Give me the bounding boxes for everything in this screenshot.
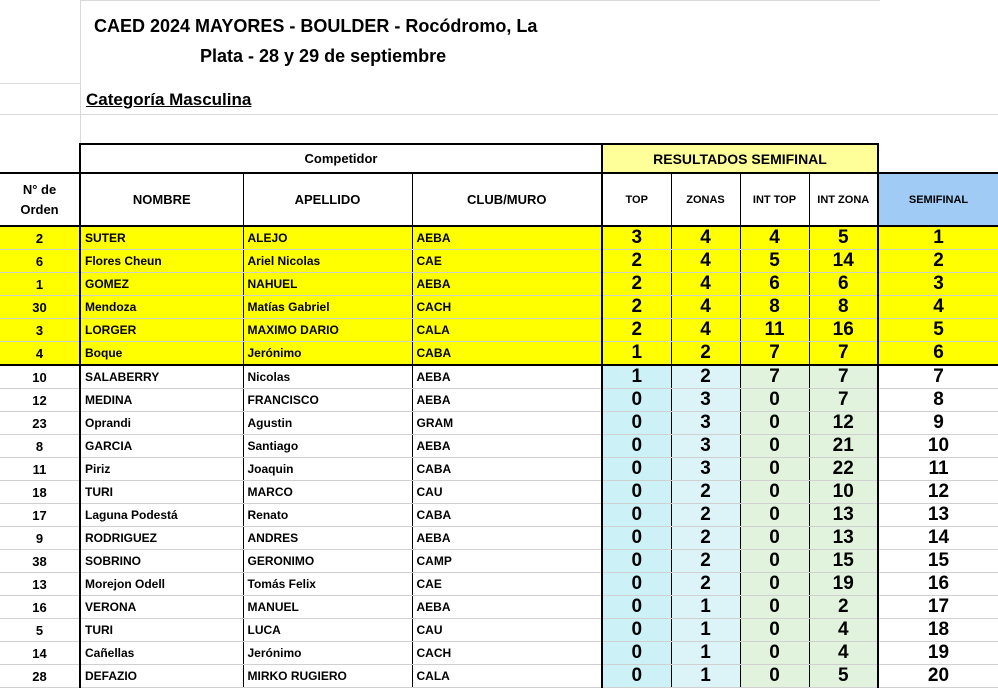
int-zona-cell: 13 xyxy=(809,527,878,550)
club-cell: CAE xyxy=(412,573,602,596)
orden-cell: 11 xyxy=(0,458,80,481)
club-cell: CAMP xyxy=(412,550,602,573)
top-cell: 0 xyxy=(602,619,671,642)
table-row xyxy=(0,619,998,642)
zonas-header: ZONAS xyxy=(671,173,740,226)
int-zona-cell: 16 xyxy=(809,319,878,342)
top-cell: 0 xyxy=(602,389,671,412)
club-cell: AEBA xyxy=(412,596,602,619)
int-top-cell: 7 xyxy=(740,342,809,366)
apellido-cell: Jerónimo xyxy=(243,342,412,366)
semifinal-cell: 8 xyxy=(878,389,998,412)
int-zona-cell: 10 xyxy=(809,481,878,504)
semifinal-cell: 10 xyxy=(878,435,998,458)
zonas-cell: 1 xyxy=(671,596,740,619)
table-row xyxy=(0,389,998,412)
club-cell: AEBA xyxy=(412,365,602,389)
orden-cell: 16 xyxy=(0,596,80,619)
top-cell: 2 xyxy=(602,273,671,296)
nombre-cell: Morejon Odell xyxy=(80,573,243,596)
apellido-header: APELLIDO xyxy=(243,173,412,226)
top-cell: 2 xyxy=(602,296,671,319)
int-zona-cell: 4 xyxy=(809,642,878,665)
semifinal-cell: 15 xyxy=(878,550,998,573)
zonas-cell: 4 xyxy=(671,273,740,296)
club-cell: AEBA xyxy=(412,389,602,412)
nombre-cell: Flores Cheun xyxy=(80,250,243,273)
orden-cell: 2 xyxy=(0,226,80,250)
semifinal-cell: 3 xyxy=(878,273,998,296)
top-header: TOP xyxy=(602,173,671,226)
zonas-cell: 2 xyxy=(671,504,740,527)
orden-cell: 23 xyxy=(0,412,80,435)
int-top-header: INT TOP xyxy=(740,173,809,226)
int-zona-cell: 12 xyxy=(809,412,878,435)
orden-cell: 12 xyxy=(0,389,80,412)
table-row xyxy=(0,273,998,296)
int-zona-cell: 2 xyxy=(809,596,878,619)
apellido-cell: Jerónimo xyxy=(243,642,412,665)
nombre-cell: SOBRINO xyxy=(80,550,243,573)
semifinal-cell: 19 xyxy=(878,642,998,665)
top-cell: 0 xyxy=(602,412,671,435)
results-table xyxy=(0,143,998,688)
top-cell: 0 xyxy=(602,481,671,504)
sheet-gridline xyxy=(0,114,998,115)
nombre-cell: LORGER xyxy=(80,319,243,342)
semifinal-cell: 17 xyxy=(878,596,998,619)
int-top-cell: 0 xyxy=(740,435,809,458)
int-top-cell: 8 xyxy=(740,296,809,319)
apellido-cell: MIRKO RUGIERO xyxy=(243,665,412,688)
top-cell: 0 xyxy=(602,573,671,596)
orden-cell: 14 xyxy=(0,642,80,665)
apellido-cell: Joaquin xyxy=(243,458,412,481)
int-top-cell: 0 xyxy=(740,527,809,550)
orden-cell: 18 xyxy=(0,481,80,504)
zonas-cell: 1 xyxy=(671,665,740,688)
apellido-cell: ANDRES xyxy=(243,527,412,550)
int-zona-cell: 7 xyxy=(809,342,878,366)
orden-cell: 30 xyxy=(0,296,80,319)
club-cell: GRAM xyxy=(412,412,602,435)
zonas-cell: 3 xyxy=(671,435,740,458)
zonas-cell: 4 xyxy=(671,250,740,273)
club-cell: AEBA xyxy=(412,527,602,550)
orden-cell: 10 xyxy=(0,365,80,389)
apellido-cell: NAHUEL xyxy=(243,273,412,296)
orden-cell: 13 xyxy=(0,573,80,596)
top-cell: 1 xyxy=(602,342,671,366)
apellido-cell: Matías Gabriel xyxy=(243,296,412,319)
apellido-cell: Agustin xyxy=(243,412,412,435)
zonas-cell: 2 xyxy=(671,527,740,550)
header-spacer xyxy=(878,144,998,173)
semifinal-cell: 16 xyxy=(878,573,998,596)
nombre-cell: DEFAZIO xyxy=(80,665,243,688)
orden-header xyxy=(0,173,80,226)
nombre-cell: SALABERRY xyxy=(80,365,243,389)
club-cell: CABA xyxy=(412,504,602,527)
orden-header-line1: N° de xyxy=(22,181,57,197)
club-cell: CACH xyxy=(412,642,602,665)
apellido-cell: LUCA xyxy=(243,619,412,642)
semifinal-cell: 18 xyxy=(878,619,998,642)
orden-cell: 38 xyxy=(0,550,80,573)
orden-cell: 5 xyxy=(0,619,80,642)
table-row xyxy=(0,319,998,342)
orden-cell: 1 xyxy=(0,273,80,296)
document-title-line1: CAED 2024 MAYORES - BOULDER - Rocódromo, La xyxy=(94,16,538,36)
orden-cell: 3 xyxy=(0,319,80,342)
nombre-header: NOMBRE xyxy=(80,173,243,226)
apellido-cell: GERONIMO xyxy=(243,550,412,573)
nombre-cell: VERONA xyxy=(80,596,243,619)
int-top-cell: 0 xyxy=(740,504,809,527)
semifinal-cell: 1 xyxy=(878,226,998,250)
table-row xyxy=(0,573,998,596)
orden-cell: 4 xyxy=(0,342,80,366)
int-top-cell: 11 xyxy=(740,319,809,342)
apellido-cell: MANUEL xyxy=(243,596,412,619)
zonas-cell: 1 xyxy=(671,619,740,642)
table-row xyxy=(0,665,998,688)
nombre-cell: GOMEZ xyxy=(80,273,243,296)
top-cell: 0 xyxy=(602,527,671,550)
nombre-cell: Mendoza xyxy=(80,296,243,319)
sheet-gridline xyxy=(80,0,81,143)
table-row xyxy=(0,365,998,389)
semifinal-cell: 9 xyxy=(878,412,998,435)
zonas-cell: 2 xyxy=(671,342,740,366)
zonas-cell: 2 xyxy=(671,481,740,504)
apellido-cell: Nicolas xyxy=(243,365,412,389)
club-cell: CALA xyxy=(412,319,602,342)
int-top-cell: 0 xyxy=(740,550,809,573)
zonas-cell: 2 xyxy=(671,365,740,389)
header-row-group xyxy=(0,144,998,173)
document-title-line2: Plata - 28 y 29 de septiembre xyxy=(200,46,447,66)
semifinal-cell: 2 xyxy=(878,250,998,273)
orden-cell: 28 xyxy=(0,665,80,688)
semifinal-cell: 7 xyxy=(878,365,998,389)
club-cell: CABA xyxy=(412,342,602,366)
header-spacer xyxy=(0,144,80,173)
table-row xyxy=(0,412,998,435)
nombre-cell: TURI xyxy=(80,481,243,504)
zonas-cell: 3 xyxy=(671,412,740,435)
semifinal-cell: 4 xyxy=(878,296,998,319)
top-cell: 0 xyxy=(602,665,671,688)
table-row xyxy=(0,226,998,250)
table-row xyxy=(0,504,998,527)
zonas-cell: 2 xyxy=(671,550,740,573)
zonas-cell: 4 xyxy=(671,296,740,319)
club-cell: CAU xyxy=(412,619,602,642)
int-top-cell: 0 xyxy=(740,573,809,596)
int-zona-cell: 5 xyxy=(809,665,878,688)
nombre-cell: Oprandi xyxy=(80,412,243,435)
nombre-cell: Boque xyxy=(80,342,243,366)
table-row xyxy=(0,250,998,273)
int-top-cell: 0 xyxy=(740,619,809,642)
semifinal-cell: 11 xyxy=(878,458,998,481)
apellido-cell: Tomás Felix xyxy=(243,573,412,596)
header-row-columns xyxy=(0,173,998,226)
int-zona-header: INT ZONA xyxy=(809,173,878,226)
int-zona-cell: 7 xyxy=(809,365,878,389)
nombre-cell: SUTER xyxy=(80,226,243,250)
table-row xyxy=(0,435,998,458)
int-zona-cell: 21 xyxy=(809,435,878,458)
zonas-cell: 3 xyxy=(671,458,740,481)
zonas-cell: 3 xyxy=(671,389,740,412)
category-heading: Categoría Masculina xyxy=(86,90,252,109)
table-row xyxy=(0,296,998,319)
top-cell: 0 xyxy=(602,504,671,527)
table-row xyxy=(0,642,998,665)
semifinal-header: SEMIFINAL xyxy=(878,173,998,226)
int-top-cell: 4 xyxy=(740,226,809,250)
int-zona-cell: 22 xyxy=(809,458,878,481)
int-top-cell: 0 xyxy=(740,389,809,412)
int-top-cell: 7 xyxy=(740,365,809,389)
club-cell: CABA xyxy=(412,458,602,481)
top-cell: 2 xyxy=(602,250,671,273)
semifinal-cell: 20 xyxy=(878,665,998,688)
nombre-cell: Piriz xyxy=(80,458,243,481)
nombre-cell: Laguna Podestá xyxy=(80,504,243,527)
nombre-cell: RODRIGUEZ xyxy=(80,527,243,550)
orden-cell: 6 xyxy=(0,250,80,273)
table-row xyxy=(0,342,998,366)
table-row xyxy=(0,481,998,504)
table-row xyxy=(0,527,998,550)
int-top-cell: 0 xyxy=(740,665,809,688)
int-top-cell: 0 xyxy=(740,642,809,665)
zonas-cell: 1 xyxy=(671,642,740,665)
table-row xyxy=(0,458,998,481)
apellido-cell: ALEJO xyxy=(243,226,412,250)
int-zona-cell: 5 xyxy=(809,226,878,250)
table-row xyxy=(0,596,998,619)
orden-header-line2: Orden xyxy=(20,201,59,217)
int-zona-cell: 6 xyxy=(809,273,878,296)
int-top-cell: 6 xyxy=(740,273,809,296)
sheet-gridline xyxy=(0,83,80,84)
semifinal-cell: 6 xyxy=(878,342,998,366)
int-zona-cell: 15 xyxy=(809,550,878,573)
competidor-header: Competidor xyxy=(80,144,602,173)
orden-cell: 17 xyxy=(0,504,80,527)
resultados-header: RESULTADOS SEMIFINAL xyxy=(602,144,878,173)
int-top-cell: 0 xyxy=(740,412,809,435)
zonas-cell: 4 xyxy=(671,226,740,250)
apellido-cell: FRANCISCO xyxy=(243,389,412,412)
club-cell: CALA xyxy=(412,665,602,688)
top-cell: 0 xyxy=(602,458,671,481)
int-zona-cell: 8 xyxy=(809,296,878,319)
int-zona-cell: 7 xyxy=(809,389,878,412)
int-zona-cell: 4 xyxy=(809,619,878,642)
int-top-cell: 0 xyxy=(740,596,809,619)
orden-cell: 9 xyxy=(0,527,80,550)
top-cell: 0 xyxy=(602,550,671,573)
nombre-cell: GARCIA xyxy=(80,435,243,458)
club-cell: AEBA xyxy=(412,435,602,458)
zonas-cell: 4 xyxy=(671,319,740,342)
apellido-cell: MAXIMO DARIO xyxy=(243,319,412,342)
top-cell: 2 xyxy=(602,319,671,342)
semifinal-cell: 14 xyxy=(878,527,998,550)
club-cell: AEBA xyxy=(412,273,602,296)
top-cell: 0 xyxy=(602,596,671,619)
apellido-cell: Renato xyxy=(243,504,412,527)
zonas-cell: 2 xyxy=(671,573,740,596)
apellido-cell: Santiago xyxy=(243,435,412,458)
table-row xyxy=(0,550,998,573)
top-cell: 0 xyxy=(602,642,671,665)
apellido-cell: Ariel Nicolas xyxy=(243,250,412,273)
nombre-cell: MEDINA xyxy=(80,389,243,412)
semifinal-cell: 12 xyxy=(878,481,998,504)
club-header: CLUB/MURO xyxy=(412,173,602,226)
sheet-gridline xyxy=(80,0,880,1)
int-top-cell: 0 xyxy=(740,458,809,481)
int-top-cell: 5 xyxy=(740,250,809,273)
int-zona-cell: 13 xyxy=(809,504,878,527)
int-zona-cell: 19 xyxy=(809,573,878,596)
semifinal-cell: 13 xyxy=(878,504,998,527)
apellido-cell: MARCO xyxy=(243,481,412,504)
int-top-cell: 0 xyxy=(740,481,809,504)
club-cell: AEBA xyxy=(412,226,602,250)
int-zona-cell: 14 xyxy=(809,250,878,273)
nombre-cell: TURI xyxy=(80,619,243,642)
club-cell: CAU xyxy=(412,481,602,504)
top-cell: 0 xyxy=(602,435,671,458)
club-cell: CACH xyxy=(412,296,602,319)
club-cell: CAE xyxy=(412,250,602,273)
top-cell: 1 xyxy=(602,365,671,389)
orden-cell: 8 xyxy=(0,435,80,458)
top-cell: 3 xyxy=(602,226,671,250)
nombre-cell: Cañellas xyxy=(80,642,243,665)
semifinal-cell: 5 xyxy=(878,319,998,342)
